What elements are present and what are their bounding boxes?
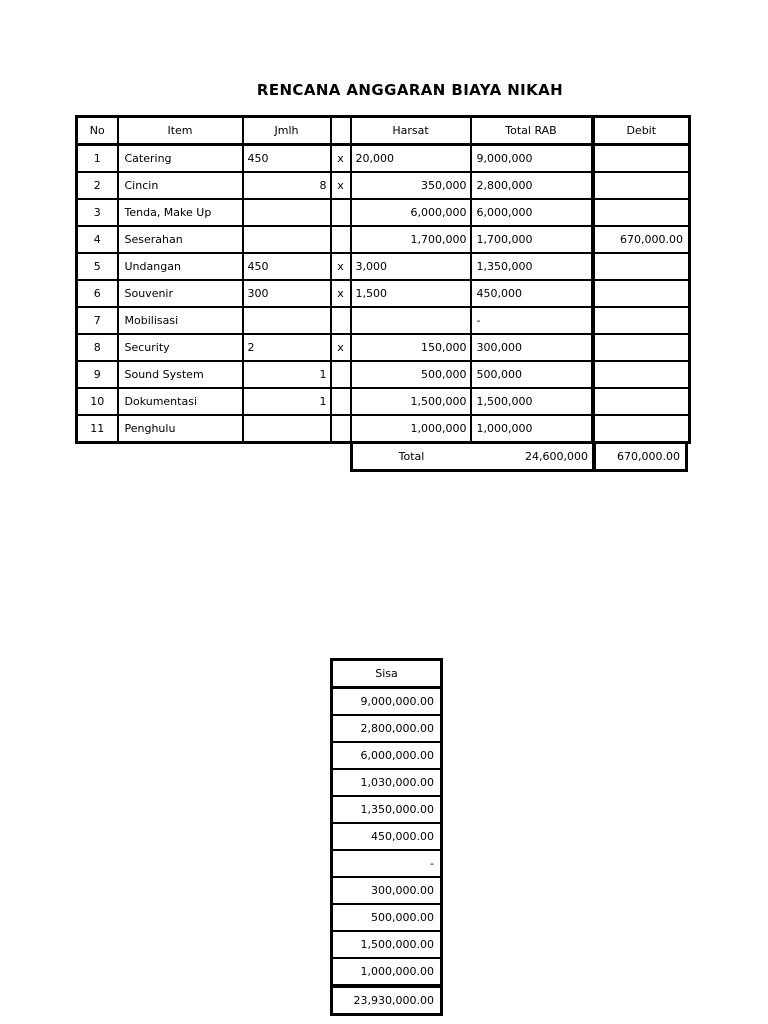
sisa-total-value: 23,930,000.00 — [332, 986, 442, 1015]
cell-multiplier — [331, 361, 351, 388]
table-row — [77, 334, 690, 361]
cell-no: 4 — [77, 226, 118, 253]
cell-harsat: 1,700,000 — [351, 226, 471, 253]
table-row — [77, 145, 690, 173]
budget-table — [75, 115, 691, 444]
cell-jmlh: 2 — [243, 334, 331, 361]
sisa-cell: 300,000.00 — [332, 877, 442, 904]
cell-debit — [593, 334, 690, 361]
cell-multiplier — [331, 199, 351, 226]
grand-total-debit: 670,000.00 — [592, 444, 685, 469]
sisa-cell: 1,500,000.00 — [332, 931, 442, 958]
sisa-row — [332, 931, 442, 958]
cell-no: 7 — [77, 307, 118, 334]
table-row — [77, 199, 690, 226]
cell-harsat: 500,000 — [351, 361, 471, 388]
page-title: RENCANA ANGGARAN BIAYA NIKAH — [256, 81, 564, 99]
cell-total-rab: 1,000,000 — [471, 415, 593, 443]
col-header-multiplier — [331, 117, 351, 145]
cell-debit — [593, 415, 690, 443]
sisa-row — [332, 877, 442, 904]
table-row — [77, 280, 690, 307]
sisa-cell: 450,000.00 — [332, 823, 442, 850]
cell-no: 1 — [77, 145, 118, 173]
sisa-total-row — [332, 986, 442, 1015]
col-header-jmlh: Jmlh — [243, 117, 331, 145]
cell-debit — [593, 388, 690, 415]
budget-section — [75, 115, 688, 472]
table-row — [77, 307, 690, 334]
col-header-item: Item — [118, 117, 243, 145]
cell-harsat: 150,000 — [351, 334, 471, 361]
cell-no: 5 — [77, 253, 118, 280]
cell-multiplier: x — [331, 145, 351, 173]
cell-debit — [593, 199, 690, 226]
cell-no: 10 — [77, 388, 118, 415]
cell-harsat — [351, 307, 471, 334]
sisa-row — [332, 742, 442, 769]
cell-jmlh: 1 — [243, 388, 331, 415]
cell-harsat: 1,000,000 — [351, 415, 471, 443]
sisa-row — [332, 796, 442, 823]
sisa-cell: 9,000,000.00 — [332, 688, 442, 716]
cell-item: Security — [118, 334, 243, 361]
cell-multiplier — [331, 415, 351, 443]
cell-harsat: 350,000 — [351, 172, 471, 199]
cell-multiplier: x — [331, 280, 351, 307]
cell-debit — [593, 280, 690, 307]
cell-jmlh: 300 — [243, 280, 331, 307]
table-row — [77, 253, 690, 280]
cell-debit: 670,000.00 — [593, 226, 690, 253]
cell-no: 6 — [77, 280, 118, 307]
cell-item: Dokumentasi — [118, 388, 243, 415]
cell-multiplier — [331, 226, 351, 253]
cell-jmlh: 1 — [243, 361, 331, 388]
sisa-cell: 6,000,000.00 — [332, 742, 442, 769]
sisa-row — [332, 688, 442, 716]
cell-total-rab: 6,000,000 — [471, 199, 593, 226]
cell-multiplier: x — [331, 172, 351, 199]
sisa-row — [332, 904, 442, 931]
cell-item: Catering — [118, 145, 243, 173]
sisa-cell: 2,800,000.00 — [332, 715, 442, 742]
sisa-row — [332, 823, 442, 850]
cell-no: 8 — [77, 334, 118, 361]
cell-item: Penghulu — [118, 415, 243, 443]
cell-multiplier — [331, 307, 351, 334]
cell-debit — [593, 145, 690, 173]
cell-total-rab: 300,000 — [471, 334, 593, 361]
cell-total-rab: 1,700,000 — [471, 226, 593, 253]
cell-multiplier: x — [331, 253, 351, 280]
col-header-total-rab: Total RAB — [471, 117, 593, 145]
cell-jmlh: 450 — [243, 145, 331, 173]
cell-total-rab: 9,000,000 — [471, 145, 593, 173]
sisa-cell: 1,350,000.00 — [332, 796, 442, 823]
cell-harsat: 20,000 — [351, 145, 471, 173]
cell-item: Tenda, Make Up — [118, 199, 243, 226]
table-row — [77, 172, 690, 199]
cell-item: Undangan — [118, 253, 243, 280]
cell-total-rab: 1,350,000 — [471, 253, 593, 280]
sisa-cell: - — [332, 850, 442, 877]
cell-debit — [593, 253, 690, 280]
cell-total-rab: - — [471, 307, 593, 334]
grand-total-label: Total — [398, 450, 425, 463]
cell-item: Cincin — [118, 172, 243, 199]
cell-multiplier: x — [331, 334, 351, 361]
cell-no: 2 — [77, 172, 118, 199]
cell-item: Sound System — [118, 361, 243, 388]
grand-total-merged-cell — [353, 444, 592, 469]
sisa-table — [330, 658, 443, 1016]
sisa-row — [332, 958, 442, 986]
cell-item: Seserahan — [118, 226, 243, 253]
sisa-header-row — [332, 660, 442, 688]
cell-no: 9 — [77, 361, 118, 388]
sisa-row — [332, 715, 442, 742]
col-header-debit: Debit — [593, 117, 690, 145]
grand-total-value: 24,600,000 — [525, 450, 588, 463]
cell-multiplier — [331, 388, 351, 415]
sisa-row — [332, 769, 442, 796]
sisa-cell: 1,000,000.00 — [332, 958, 442, 986]
cell-jmlh — [243, 199, 331, 226]
cell-jmlh — [243, 226, 331, 253]
cell-debit — [593, 361, 690, 388]
cell-total-rab: 450,000 — [471, 280, 593, 307]
cell-debit — [593, 307, 690, 334]
header-row — [77, 117, 690, 145]
col-header-harsat: Harsat — [351, 117, 471, 145]
cell-no: 11 — [77, 415, 118, 443]
cell-total-rab: 2,800,000 — [471, 172, 593, 199]
sisa-cell: 500,000.00 — [332, 904, 442, 931]
cell-jmlh — [243, 415, 331, 443]
sisa-cell: 1,030,000.00 — [332, 769, 442, 796]
cell-jmlh: 8 — [243, 172, 331, 199]
cell-harsat: 1,500,000 — [351, 388, 471, 415]
cell-jmlh — [243, 307, 331, 334]
cell-harsat: 3,000 — [351, 253, 471, 280]
table-row — [77, 361, 690, 388]
sisa-header: Sisa — [332, 660, 442, 688]
sisa-row — [332, 850, 442, 877]
grand-total-row — [350, 444, 688, 472]
cell-harsat: 1,500 — [351, 280, 471, 307]
cell-harsat: 6,000,000 — [351, 199, 471, 226]
cell-debit — [593, 172, 690, 199]
cell-jmlh: 450 — [243, 253, 331, 280]
cell-item: Souvenir — [118, 280, 243, 307]
col-header-no: No — [77, 117, 118, 145]
table-row — [77, 388, 690, 415]
cell-no: 3 — [77, 199, 118, 226]
cell-item: Mobilisasi — [118, 307, 243, 334]
cell-total-rab: 1,500,000 — [471, 388, 593, 415]
cell-total-rab: 500,000 — [471, 361, 593, 388]
table-row — [77, 226, 690, 253]
table-row — [77, 415, 690, 443]
